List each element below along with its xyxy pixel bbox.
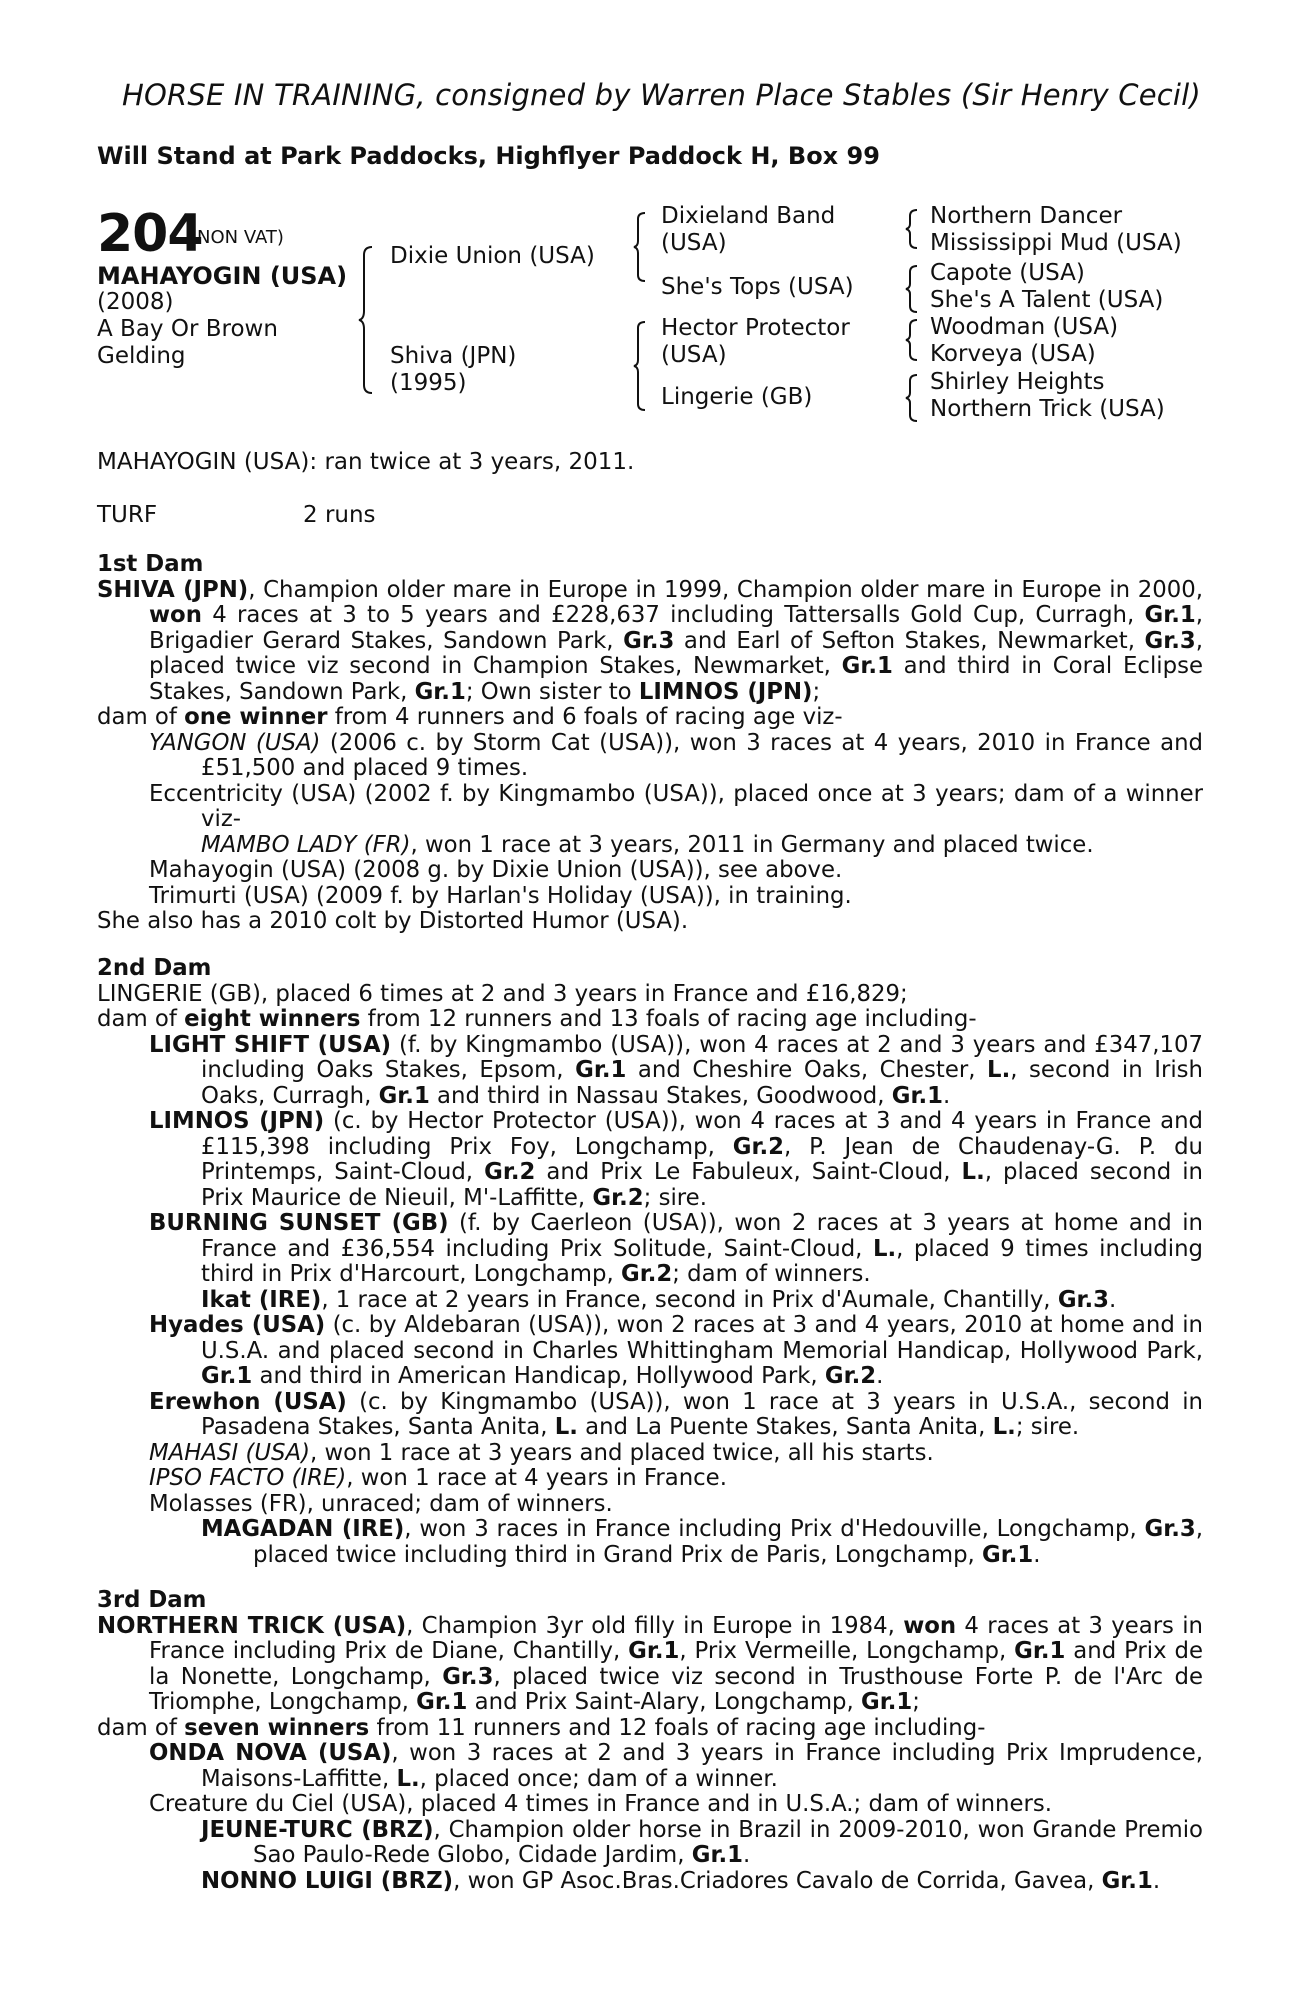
text: . [1033, 1541, 1041, 1568]
text: ; Own sister to [465, 678, 639, 705]
text: JEUNE-TURC (BRZ) [201, 1816, 434, 1843]
produce-trimurti: Trimurti (USA) (2009 f. by Harlan's Holiday (USA)), in training. [149, 882, 852, 909]
text: (f. by Kingmambo (USA)), won 4 races at 2 and 3 years and £347,107 including Oaks Stakes, Epsom, [201, 1031, 1203, 1083]
pedigree-brace-sire-line [633, 211, 649, 283]
pedigree-dam-sire-country: (USA) [661, 342, 727, 368]
pedigree-dam-sire: Hector Protector [661, 315, 850, 341]
text: , placed once; dam of a winner. [419, 1765, 778, 1792]
text: Ikat (IRE) [201, 1286, 322, 1313]
vat-status: (NON VAT) [190, 227, 284, 248]
produce-mambo-lady [201, 833, 1203, 859]
second-dam-record: LINGERIE (GB), placed 6 times at 2 and 3 years in France and £16,829; [97, 980, 908, 1007]
text: won [149, 602, 202, 628]
text: from 12 runners and 13 foals of racing age including- [360, 1006, 977, 1032]
text: L. [987, 1057, 1011, 1083]
text: (f. by Caerleon (USA)), won 2 races at 3 years at home and in France and £36,554 including Prix Solitude, Saint-Cloud, [201, 1210, 1203, 1262]
text: BURNING SUNSET (GB) [149, 1210, 449, 1236]
text: and third in Coral Eclipse Stakes, Sandown Park, [149, 653, 1203, 705]
text: , placed 9 times including third in Prix d'Harcourt, Longchamp, [201, 1235, 1203, 1287]
text: 4 races at 3 years in France including Prix de Diane, Chantilly, [149, 1612, 1203, 1664]
produce-creature-du-ciel: Creature du Ciel (USA), placed 4 times in France and in U.S.A.; dam of winners. [149, 1791, 1052, 1817]
text: ; sire. [1015, 1414, 1080, 1440]
third-dam-heading: 3rd Dam [97, 1587, 207, 1613]
text: from 4 runners and 6 foals of racing age viz- [327, 704, 843, 730]
text: MAMBO LADY (FR) [201, 831, 411, 858]
text: dam of [97, 1714, 185, 1741]
text: Gr.1 [691, 1842, 743, 1868]
horse-description-line2: Gelding [97, 343, 186, 369]
text: (c. by Kingmambo (USA)), won 1 race at 3 years in U.S.A., second in Pasadena Stakes, Santa Anita, [201, 1388, 1203, 1440]
produce-limnos [149, 1109, 1203, 1211]
foaling-year: (2008) [97, 289, 174, 315]
pedigree-dam: Shiva (JPN) [390, 343, 517, 369]
text: Gr.2 [620, 1261, 673, 1287]
pedigree-brace-g2 [905, 264, 921, 314]
pedigree-brace-dam-line [633, 320, 649, 412]
text: MAGADAN (IRE) [201, 1516, 405, 1542]
produce-onda-nova [149, 1741, 1203, 1792]
text: and Prix Le Fabuleux, Saint-Cloud, [535, 1159, 962, 1185]
text: Gr.2 [824, 1363, 877, 1389]
third-dam-record [97, 1614, 1203, 1716]
text: and Earl of Sefton Stakes, Newmarket, [674, 627, 1145, 654]
text: from 11 runners and 12 foals of racing age including- [369, 1714, 986, 1741]
text: Gr.3 [623, 627, 675, 654]
text: , Brigadier Gerard Stakes, Sandown Park, [149, 602, 1203, 654]
text: Gr.1 [841, 653, 893, 679]
produce-erewhon [149, 1390, 1203, 1441]
text: Gr.1 [982, 1541, 1034, 1568]
text: 4 races at 3 to 5 years and £228,637 including Tattersalls Gold Cup, Curragh, [201, 602, 1145, 628]
text: , Champion 3yr old filly in Europe in 1984, [406, 1612, 904, 1639]
pedigree-brace-g4 [905, 373, 921, 423]
pedigree-g3-4: She's A Talent (USA) [930, 287, 1164, 313]
text: , won 1 race at 4 years in France. [346, 1465, 727, 1491]
text: Gr.1 [628, 1638, 680, 1664]
text: NONNO LUIGI (BRZ) [201, 1867, 454, 1894]
text: LIGHT SHIFT (USA) [149, 1031, 392, 1058]
second-dam-produce-summary [97, 1007, 1203, 1033]
produce-mahayogin: Mahayogin (USA) (2008 g. by Dixie Union (USA)), see above. [149, 857, 843, 883]
produce-light-shift [149, 1033, 1203, 1110]
produce-molasses: Molasses (FR), unraced; dam of winners. [149, 1490, 613, 1517]
text: L. [992, 1414, 1016, 1440]
text: L. [396, 1765, 420, 1792]
first-dam-name: SHIVA (JPN) [97, 576, 249, 603]
pedigree-sire-sire: Dixieland Band [661, 203, 836, 229]
text: and La Puente Stakes, Santa Anita, [577, 1414, 993, 1440]
text: Gr.2 [732, 1133, 784, 1160]
text: Gr.1 [1101, 1867, 1153, 1894]
race-record-runs: 2 runs [303, 502, 376, 528]
text: eight winners [184, 1006, 361, 1032]
text: , won 3 races at 2 and 3 years in France including Prix Imprudence, Maisons-Laffitte, [201, 1740, 1203, 1792]
text: . [743, 1842, 751, 1868]
pedigree-g3-2: Mississippi Mud (USA) [930, 230, 1182, 256]
race-record-surface: TURF [97, 502, 158, 528]
text: ; dam of winners. [672, 1261, 871, 1287]
second-dam-section [97, 956, 1203, 1568]
produce-hyades [149, 1313, 1203, 1390]
text: Gr.2 [484, 1159, 536, 1185]
text: won [903, 1612, 957, 1639]
text: L. [872, 1235, 897, 1262]
text: and third in American Handicap, Hollywood Park, [252, 1363, 825, 1389]
first-dam-heading: 1st Dam [97, 551, 204, 577]
produce-jeune-turc [201, 1818, 1203, 1869]
produce-ikat [201, 1288, 1203, 1314]
text: , won 1 race at 3 years, 2011 in Germany and placed twice. [410, 831, 1094, 858]
text: Gr.1 [416, 1689, 468, 1715]
pedigree-g3-1: Northern Dancer [930, 203, 1123, 229]
lot-number: 204 [97, 204, 203, 264]
text: MAHASI (USA) [149, 1439, 310, 1466]
text: one winner [184, 704, 328, 730]
stabling-location: Will Stand at Park Paddocks, Highflyer Paddock H, Box 99 [97, 142, 880, 170]
text: (c. by Aldebaran (USA)), won 2 races at 3 and 4 years, 2010 at home and in U.S.A. and placed second in Charles Whittingham Memorial Handicap, Hollywood Park, [201, 1312, 1204, 1364]
text: , won GP Asoc.Bras.Criadores Cavalo de Corrida, Gavea, [453, 1867, 1102, 1894]
text: NORTHERN TRICK (USA) [97, 1612, 407, 1639]
pedigree-brace-generation-1 [358, 245, 378, 395]
produce-eccentricity: Eccentricity (USA) (2002 f. by Kingmambo (USA)), placed once at 3 years; dam of a winner viz- [149, 780, 1203, 832]
horse-name: MAHAYOGIN (USA) [97, 262, 348, 290]
text: Gr.1 [861, 1689, 913, 1715]
text: Gr.1 [1014, 1638, 1066, 1664]
text: ; [812, 678, 821, 705]
text: Erewhon (USA) [149, 1388, 347, 1415]
consignment-header: HORSE IN TRAINING, consigned by Warren Place Stables (Sir Henry Cecil) [122, 78, 1201, 112]
text: , second in Irish Oaks, Curragh, [201, 1057, 1203, 1109]
text: , placed second in Prix Maurice de Nieuil, M'-Laffitte, [201, 1159, 1203, 1211]
text: LIMNOS (JPN) [638, 678, 813, 705]
text: Gr.1 [201, 1363, 253, 1389]
text: and Prix Saint-Alary, Longchamp, [467, 1689, 862, 1715]
text: and Cheshire Oaks, Chester, [626, 1057, 988, 1083]
text: seven winners [184, 1714, 370, 1741]
text: , Prix Vermeille, Longchamp, [679, 1638, 1015, 1664]
text: , 1 race at 2 years in France, second in Prix d'Aumale, Chantilly, [321, 1286, 1058, 1313]
third-dam-section [97, 1588, 1203, 1894]
text: Gr.1 [414, 678, 466, 705]
text: . [943, 1082, 951, 1109]
text: , placed twice including third in Grand Prix de Paris, Longchamp, [253, 1516, 1203, 1568]
third-dam-produce-summary [97, 1716, 1203, 1742]
text: YANGON (USA) [149, 729, 321, 756]
text: . [876, 1363, 884, 1389]
produce-colt-note: She also has a 2010 colt by Distorted Humor (USA). [97, 908, 689, 934]
text: L. [554, 1414, 578, 1440]
pedigree-g3-6: Korveya (USA) [930, 341, 1096, 367]
text: (c. by Hector Protector (USA)), won 4 races at 3 and 4 years in France and £115,398 including Prix Foy, Longchamp, [201, 1108, 1203, 1160]
horse-description-line1: A Bay Or Brown [97, 316, 278, 342]
text: ONDA NOVA (USA) [149, 1740, 392, 1766]
text: Gr.1 [575, 1057, 627, 1083]
second-dam-heading: 2nd Dam [97, 955, 212, 981]
text: , placed twice viz second in Trusthouse Forte P. de l'Arc de Triomphe, Longchamp, [149, 1663, 1203, 1715]
text: , P. Jean de Chaudenay-G. P. du Printemps, Saint-Cloud, [201, 1133, 1203, 1185]
text: LIMNOS (JPN) [149, 1108, 325, 1134]
first-dam-section [97, 552, 1203, 935]
text: Gr.2 [592, 1184, 644, 1211]
pedigree-g3-3: Capote (USA) [930, 260, 1085, 286]
text: . [1109, 1286, 1117, 1313]
first-dam-produce-summary [97, 705, 1203, 731]
pedigree-g3-8: Northern Trick (USA) [930, 396, 1165, 422]
text: dam of [97, 704, 185, 730]
text: (2006 c. by Storm Cat (USA)), won 3 races at 4 years, 2010 in France and £51,500 and placed 9 times. [201, 729, 1203, 781]
produce-magadan [201, 1517, 1203, 1568]
produce-ipso-facto [149, 1466, 1203, 1492]
pedigree-brace-g3 [905, 318, 921, 362]
text: Gr.1 [1144, 602, 1196, 628]
text: , Champion older horse in Brazil in 2009-2010, won Grande Premio Sao Paulo-Rede Globo, Cidade Jardim, [253, 1816, 1203, 1868]
first-dam-record [97, 578, 1203, 706]
text: Gr.1 [891, 1082, 944, 1109]
text: Gr.3 [1144, 1516, 1196, 1542]
text: Gr.3 [1057, 1286, 1110, 1313]
race-record-summary: MAHAYOGIN (USA): ran twice at 3 years, 2011. [97, 449, 635, 475]
text: Gr.3 [1144, 627, 1196, 654]
produce-mahasi [149, 1441, 1203, 1467]
pedigree-sire-sire-country: (USA) [661, 230, 727, 256]
text: Hyades (USA) [149, 1312, 326, 1338]
text: and Prix de la Nonette, Longchamp, [149, 1638, 1204, 1690]
pedigree-brace-g1 [905, 208, 921, 250]
produce-burning-sunset [149, 1211, 1203, 1288]
text: , Champion older mare in Europe in 1999, Champion older mare in Europe in 2000, [248, 576, 1203, 603]
pedigree-g3-7: Shirley Heights [930, 369, 1105, 395]
text: Gr.3 [442, 1663, 494, 1690]
text: and third in Nassau Stakes, Goodwood, [429, 1082, 892, 1109]
pedigree-g3-5: Woodman (USA) [930, 314, 1119, 340]
text: , won 1 race at 3 years and placed twice, all his starts. [309, 1439, 934, 1466]
produce-yangon [149, 731, 1203, 782]
text: L. [961, 1159, 985, 1185]
text: ; sire. [643, 1184, 707, 1211]
pedigree-dam-year: (1995) [390, 370, 467, 396]
text: , won 3 races in France including Prix d'Hedouville, Longchamp, [404, 1516, 1145, 1542]
text: Gr.1 [378, 1082, 430, 1109]
produce-nonno-luigi [201, 1869, 1203, 1895]
text: dam of [97, 1006, 185, 1032]
text: IPSO FACTO (IRE) [149, 1465, 347, 1491]
text: . [1152, 1867, 1161, 1894]
pedigree-dam-dam: Lingerie (GB) [661, 384, 813, 410]
text: ; [912, 1689, 920, 1715]
pedigree-sire-dam: She's Tops (USA) [661, 274, 854, 300]
text: , placed twice viz second in Champion Stakes, Newmarket, [149, 627, 1203, 679]
pedigree-sire: Dixie Union (USA) [390, 243, 595, 269]
